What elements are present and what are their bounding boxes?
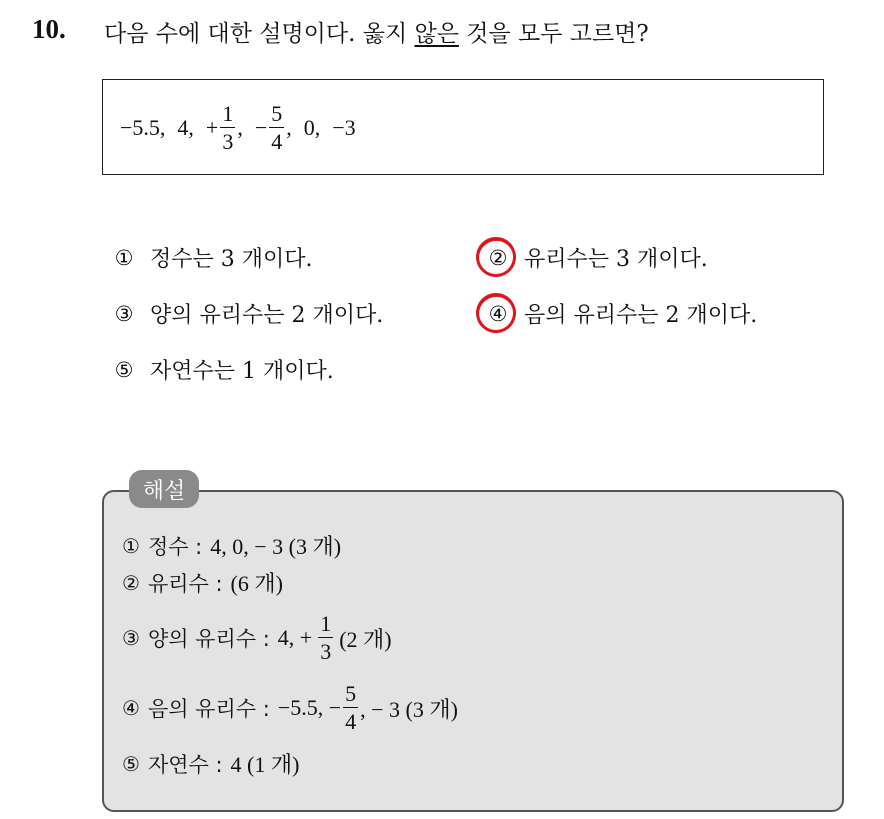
explanation-line-5 bbox=[122, 748, 299, 779]
explanation-line-2 bbox=[122, 567, 283, 598]
option-text: 정수는 3 개이다. bbox=[150, 247, 313, 272]
explanation-label: 음의 유리수 : bbox=[147, 697, 270, 721]
explanation-label: 자연수 : bbox=[147, 752, 223, 777]
question-text bbox=[104, 15, 649, 48]
option-mark: ⑤ bbox=[114, 357, 134, 382]
option-mark-circled: ④ bbox=[484, 302, 512, 326]
fraction-numerator: 5 bbox=[345, 681, 357, 706]
fraction-numerator: 1 bbox=[222, 101, 234, 126]
question-text-after: 것을 모두 고르면? bbox=[458, 21, 649, 47]
option-text: 음의 유리수는 2 개이다. bbox=[524, 303, 758, 328]
option-1[interactable] bbox=[110, 242, 313, 273]
explanation-value: 4, 0, − 3 (3 개) bbox=[210, 534, 342, 559]
fraction-numerator: 5 bbox=[271, 101, 283, 126]
option-mark: ① bbox=[114, 245, 134, 270]
number-item: −3 bbox=[332, 115, 356, 140]
explanation-mark: ① bbox=[122, 533, 140, 558]
option-text: 자연수는 1 개이다. bbox=[150, 359, 334, 384]
option-4[interactable] bbox=[484, 298, 757, 329]
explanation-label: 유리수 : bbox=[147, 571, 223, 596]
fraction bbox=[269, 103, 284, 153]
number-list bbox=[120, 98, 356, 158]
option-2[interactable] bbox=[484, 242, 708, 273]
explanation-value: 4 (1 개) bbox=[230, 752, 300, 777]
explanation-value: (6 개) bbox=[230, 571, 283, 596]
fraction bbox=[343, 683, 358, 733]
explanation-tag: 해설 bbox=[129, 470, 199, 508]
number-comma: , bbox=[286, 115, 292, 140]
explanation-line-1 bbox=[122, 530, 341, 561]
option-mark-circled: ② bbox=[484, 246, 512, 270]
explanation-value: (2 개) bbox=[339, 626, 392, 652]
explanation-mark: ⑤ bbox=[122, 751, 140, 776]
explanation-value: 4, + bbox=[277, 625, 313, 650]
number-item: 0, bbox=[303, 115, 321, 140]
option-text: 유리수는 3 개이다. bbox=[524, 247, 708, 272]
explanation-line-4 bbox=[122, 680, 458, 736]
explanation-label: 양의 유리수 : bbox=[147, 627, 270, 651]
option-mark: ③ bbox=[114, 301, 134, 326]
number-item: −5.5, bbox=[120, 115, 166, 140]
fraction-denominator: 3 bbox=[222, 129, 234, 154]
explanation-mark: ② bbox=[122, 570, 140, 595]
fraction bbox=[318, 613, 333, 663]
fraction bbox=[220, 103, 235, 153]
question-number: 10. bbox=[32, 14, 66, 44]
fraction-denominator: 3 bbox=[320, 639, 332, 664]
number-item: 4, bbox=[177, 115, 194, 140]
explanation-mark: ④ bbox=[122, 696, 140, 720]
explanation-line-3 bbox=[122, 610, 392, 666]
fraction-numerator: 1 bbox=[320, 611, 332, 636]
question-text-before: 다음 수에 대한 설명이다. 옳지 bbox=[104, 21, 415, 47]
option-text: 양의 유리수는 2 개이다. bbox=[150, 303, 384, 328]
number-sign: + bbox=[205, 115, 219, 140]
explanation-label: 정수 : bbox=[147, 534, 203, 559]
number-comma: , bbox=[237, 115, 243, 140]
fraction-denominator: 4 bbox=[345, 709, 357, 734]
number-sign: − bbox=[254, 115, 268, 140]
fraction-denominator: 4 bbox=[271, 129, 283, 154]
explanation-value: , − 3 (3 개) bbox=[360, 696, 458, 722]
option-3[interactable] bbox=[110, 298, 383, 329]
explanation-value: −5.5, − bbox=[277, 695, 342, 720]
question-underlined: 않은 bbox=[414, 21, 459, 47]
option-5[interactable] bbox=[110, 354, 334, 385]
explanation-mark: ③ bbox=[122, 626, 140, 650]
